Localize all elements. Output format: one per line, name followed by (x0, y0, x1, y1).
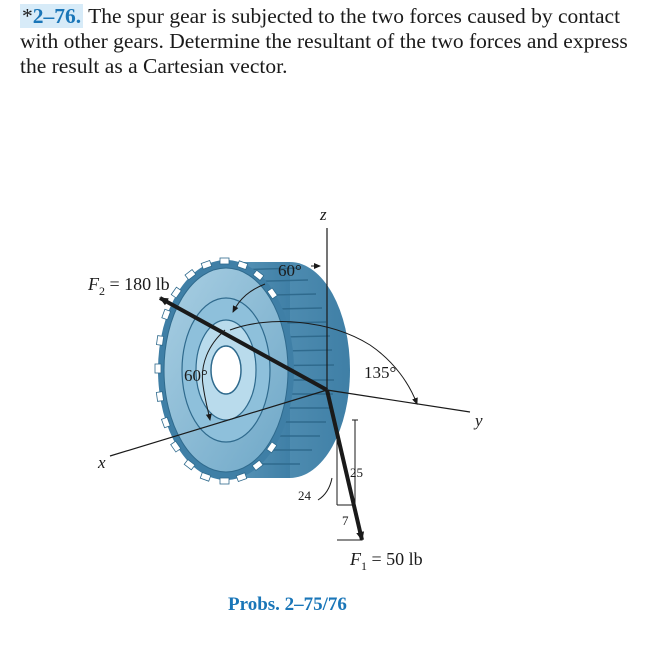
problem-number: *2–76. (22, 4, 82, 28)
x-axis-label: x (98, 453, 106, 472)
figure-caption: Probs. 2–75/76 (228, 594, 347, 615)
f1-label: $F_1 = 50$ lb (350, 549, 423, 573)
dim-25-label: 25 (350, 465, 363, 480)
dim-24-label: 24 (298, 488, 311, 503)
angle-60-left-label: 60° (184, 366, 208, 385)
angle-arc-24 (318, 478, 332, 500)
problem-text: The spur gear is subjected to the two forces caused by contact with other gears. Determine the resultant of the two forces and express the result as a Cartesian vector. (20, 4, 628, 78)
angle-60-top-label: 60° (278, 261, 302, 280)
y-axis-label: y (475, 411, 483, 430)
dim-7-label: 7 (342, 513, 349, 528)
f2-label: $F_2 = 180$ lb (88, 274, 170, 298)
z-axis-label: z (320, 205, 327, 224)
angle-135-label: 135° (364, 363, 397, 382)
y-axis-line (327, 390, 470, 412)
gear-face (155, 258, 294, 484)
